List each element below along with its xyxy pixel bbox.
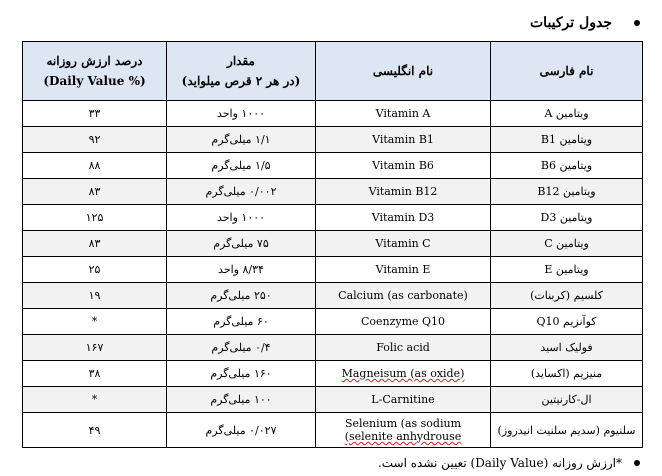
cell-dv: ۳۸ [23, 361, 167, 387]
cell-english [316, 413, 491, 448]
cell-english: Coenzyme Q10 [316, 309, 491, 335]
cell-english: Folic acid [316, 335, 491, 361]
table-row [23, 179, 643, 205]
cell-amount: ۱۰۰ میلی‌گرم [167, 387, 316, 413]
table-row [23, 309, 643, 335]
cell-dv: ۲۵ [23, 257, 167, 283]
footnote [378, 454, 640, 472]
table-row [23, 101, 643, 127]
cell-english-line1: Selenium (as sodium [344, 417, 462, 430]
cell-english-text: Magneisum (as oxide) [341, 367, 465, 380]
cell-dv: ۳۳ [23, 101, 167, 127]
cell-persian: سلنیوم (سدیم سلنیت انیدروز) [491, 413, 643, 448]
header-amount-line1: مقدار [227, 54, 255, 68]
cell-persian: ویتامین B6 [491, 153, 643, 179]
cell-english: Vitamin C [316, 231, 491, 257]
table-row [23, 283, 643, 309]
heading-text: جدول ترکیبات [530, 15, 612, 31]
table-row [23, 205, 643, 231]
cell-amount: ۰/۴ میلی‌گرم [167, 335, 316, 361]
composition-table [22, 41, 643, 448]
cell-dv: ۱۲۵ [23, 205, 167, 231]
cell-persian: ویتامین C [491, 231, 643, 257]
cell-english: Calcium (as carbonate) [316, 283, 491, 309]
cell-english: Vitamin A [316, 101, 491, 127]
cell-amount: ۶۰ میلی‌گرم [167, 309, 316, 335]
header-amount [167, 42, 316, 101]
cell-dv: * [23, 309, 167, 335]
cell-english: Vitamin B1 [316, 127, 491, 153]
table-header-row [23, 42, 643, 101]
cell-persian: منیزیم (اکساید) [491, 361, 643, 387]
cell-dv: ۱۹ [23, 283, 167, 309]
table-row [23, 127, 643, 153]
header-amount-line2: (در هر ۲ قرص میلواید) [181, 74, 301, 88]
table-row [23, 361, 643, 387]
cell-persian: ویتامین E [491, 257, 643, 283]
cell-amount: ۲۵۰ میلی‌گرم [167, 283, 316, 309]
table-row [23, 257, 643, 283]
cell-dv: ۹۲ [23, 127, 167, 153]
cell-english: Vitamin E [316, 257, 491, 283]
table-row [23, 335, 643, 361]
cell-amount: ۷۵ میلی‌گرم [167, 231, 316, 257]
section-heading [530, 10, 640, 36]
cell-english: Vitamin B12 [316, 179, 491, 205]
cell-dv: ۸۸ [23, 153, 167, 179]
table-row [23, 413, 643, 448]
cell-persian: کلسیم (کربنات) [491, 283, 643, 309]
cell-persian: فولیک اسید [491, 335, 643, 361]
cell-english: L-Carnitine [316, 387, 491, 413]
cell-persian: ویتامین B1 [491, 127, 643, 153]
cell-persian: ویتامین A [491, 101, 643, 127]
cell-amount: ۰/۰۲۷ میلی‌گرم [167, 413, 316, 448]
cell-amount: ۱۶۰ میلی‌گرم [167, 361, 316, 387]
cell-amount: ۱۰۰۰ واحد [167, 101, 316, 127]
bullet-icon [634, 20, 640, 26]
cell-english [316, 361, 491, 387]
cell-dv: * [23, 387, 167, 413]
header-persian-name: نام فارسی [491, 42, 643, 101]
cell-amount: ۰/۰۰۲ میلی‌گرم [167, 179, 316, 205]
cell-dv: ۸۳ [23, 179, 167, 205]
cell-dv: ۴۹ [23, 413, 167, 448]
header-dv-line1: درصد ارزش روزانه [46, 54, 143, 68]
cell-amount: ۱۰۰۰ واحد [167, 205, 316, 231]
footnote-text: *ارزش روزانه (Daily Value) تعیین نشده است. [377, 456, 622, 470]
table-row [23, 231, 643, 257]
header-english-name: نام انگلیسی [316, 42, 491, 101]
cell-dv: ۱۶۷ [23, 335, 167, 361]
table-row [23, 387, 643, 413]
cell-persian: ویتامین D3 [491, 205, 643, 231]
cell-persian: ال-کارنیتین [491, 387, 643, 413]
cell-amount: ۱/۱ میلی‌گرم [167, 127, 316, 153]
cell-persian: کوآنزیم Q10 [491, 309, 643, 335]
bullet-icon [634, 460, 640, 466]
cell-english-line2: selenite anhydrouse) [344, 430, 462, 443]
cell-amount: ۸/۳۴ واحد [167, 257, 316, 283]
header-dv-line2: (% Daily Value) [43, 74, 146, 88]
header-daily-value [23, 42, 167, 101]
table-row [23, 153, 643, 179]
cell-dv: ۸۳ [23, 231, 167, 257]
cell-english: Vitamin D3 [316, 205, 491, 231]
cell-amount: ۱/۵ میلی‌گرم [167, 153, 316, 179]
cell-persian: ویتامین B12 [491, 179, 643, 205]
cell-english: Vitamin B6 [316, 153, 491, 179]
